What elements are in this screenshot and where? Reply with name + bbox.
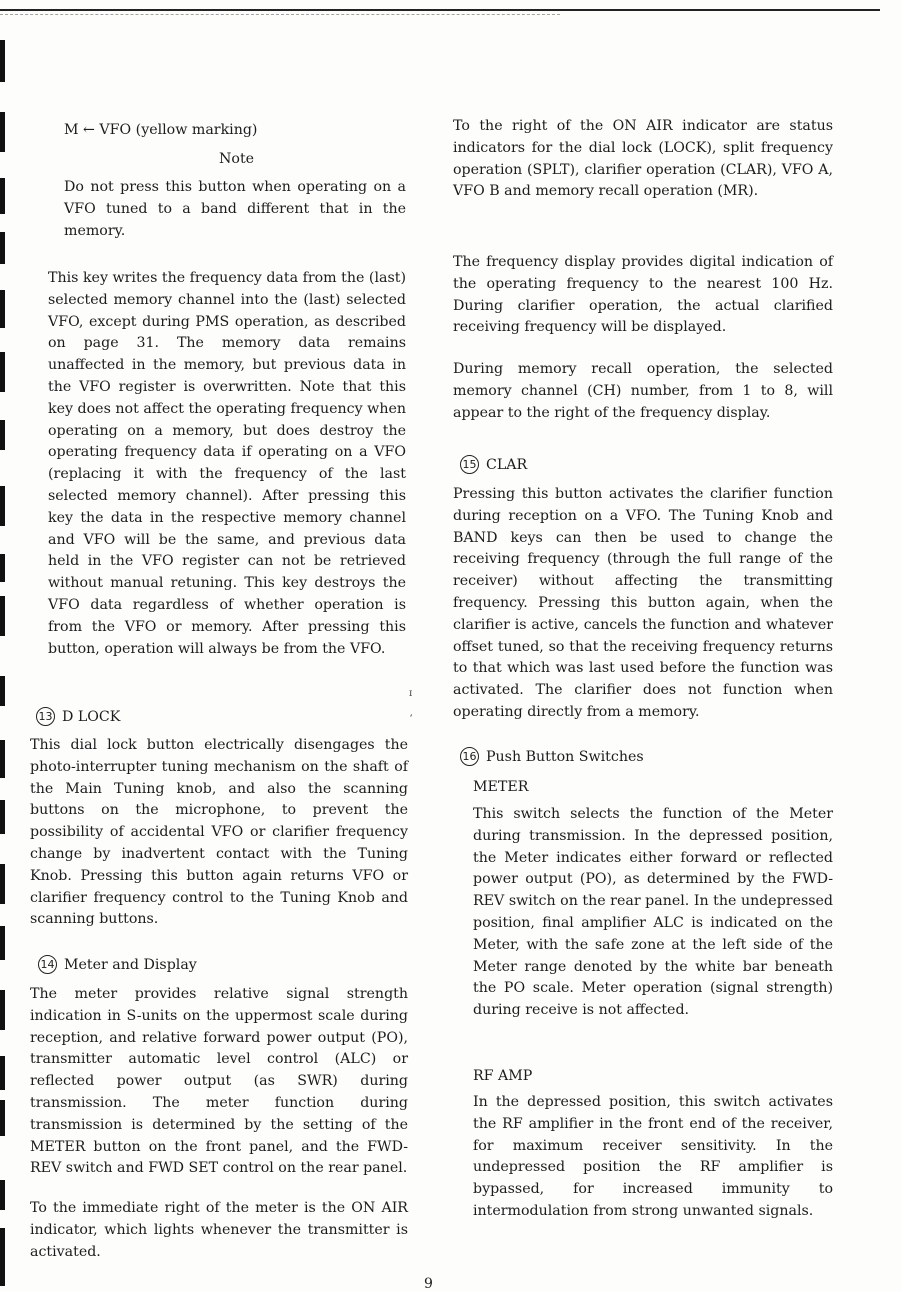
binding-mark — [0, 554, 5, 582]
binding-mark — [0, 1180, 5, 1210]
rf-amp-paragraph: In the depressed position, this switch activates the RF amplifier in the front end of the receiver, for maximum receiver sensitivity. In the undepressed position the RF amplifier is bypassed, for increased immunity to intermodulation from strong unwanted signals. — [473, 1094, 833, 1219]
meter-heading — [38, 955, 197, 977]
binding-mark — [0, 676, 5, 706]
meter-switch-title: METER — [473, 779, 529, 795]
clar-title: CLAR — [486, 457, 528, 473]
binding-mark — [0, 232, 5, 264]
binding-mark — [0, 596, 5, 636]
page-number: 9 — [424, 1276, 433, 1292]
rf-amp-title: RF AMP — [473, 1068, 533, 1084]
mvfo-body — [48, 268, 406, 660]
clar-body — [453, 484, 833, 724]
binding-mark — [0, 40, 5, 82]
binding-mark — [0, 352, 5, 392]
note-paragraph: Do not press this button when operating on a VFO tuned to a band different that in the memory. — [64, 179, 406, 239]
binding-mark — [0, 926, 5, 960]
dlock-body — [30, 735, 408, 931]
item-number-13: 13 — [36, 707, 55, 726]
binding-mark — [0, 864, 5, 904]
item-number-15: 15 — [460, 455, 479, 474]
onair-paragraph: To the immediate right of the meter is the ON AIR indicator, which lights whenever the transmitter is activated. — [30, 1200, 408, 1260]
dlock-paragraph: This dial lock button electrically disengages the photo-interrupter tuning mechanism on the shaft of the Main Tuning knob, and also the scanning buttons on the microphone, to prevent the possibility of accidental VFO or clarifier frequency change by inadvertent contact with the Tuning Knob. Pressing this button again returns VFO or clarifier frequency control to the Tuning Knob and scanning buttons. — [30, 737, 408, 928]
binding-mark — [0, 112, 5, 152]
status-paragraph: To the right of the ON AIR indicator are status indicators for the dial lock (LOCK), split frequency operation (SPLT), clarifier operation (CLAR), VFO A, VFO B and memory recall operation (MR). — [453, 118, 833, 200]
clar-heading — [460, 455, 527, 477]
mvfo-heading: M ← VFO (yellow marking) — [64, 122, 258, 138]
binding-mark — [0, 800, 5, 834]
clar-paragraph: Pressing this button activates the clarifier function during reception on a VFO. The Tuning Knob and BAND keys can then be used to change the receiving frequency (through the full range of the receiver) without affecting the transmitting frequency. Pressing this button again, when the clarifier is active, cancels the function and whatever offset tuned, so that the receiving frequency returns to that which was last used before the function was activated. The clarifier does not function when operating directly from a memory. — [453, 486, 833, 720]
binding-mark — [0, 420, 5, 450]
note-title: Note — [219, 151, 255, 167]
mvfo-paragraph: This key writes the frequency data from the (last) selected memory channel into the (last) selected VFO, except during PMS operation, as described on page 31. The memory data remains unaffected in the memory, but previous data in the VFO register is overwritten. Note that this key does not affect the operating frequency when operating on a memory, but does destroy the operating frequency data if operating on a VFO (replacing it with the frequency of the last selected memory channel). After pressing this key the data in the respective memory channel and VFO will be the same, and previous data held in the VFO register can not be retrieved without manual retuning. This key destroys the VFO data regardless of whether operation is from the VFO or memory. After pressing this button, operation will always be from the VFO. — [48, 270, 406, 657]
memory-paragraph: During memory recall operation, the selected memory channel (CH) number, from 1 to 8, will appear to the right of the frequency display. — [453, 361, 833, 421]
binding-mark — [0, 486, 5, 526]
item-number-16: 16 — [460, 747, 479, 766]
item-number-14: 14 — [38, 955, 57, 974]
push-heading — [460, 747, 644, 769]
binding-mark — [0, 740, 5, 778]
binding-mark — [0, 1056, 5, 1090]
rf-amp-body — [473, 1092, 833, 1223]
scan-top-dashed-line — [0, 14, 560, 15]
note-text — [64, 177, 406, 242]
meter-title: Meter and Display — [64, 957, 197, 973]
meter-paragraph: The meter provides relative signal strength indication in S-units on the uppermost scale during reception, and relative forward power output (PO), transmitter automatic level control (ALC) or reflected power output (as SWR) during transmission. The meter function during transmission is determined by the setting of the METER button on the front panel, and the FWD-REV switch and FWD SET control on the rear panel. — [30, 986, 408, 1177]
memory-body — [453, 359, 833, 424]
binding-mark — [0, 1228, 5, 1286]
push-title: Push Button Switches — [486, 749, 644, 765]
meter-body — [30, 984, 408, 1180]
binding-mark — [0, 178, 5, 214]
status-body — [453, 116, 833, 203]
dlock-heading — [36, 707, 120, 729]
scan-speck: ɪ — [409, 688, 413, 699]
binding-mark — [0, 1100, 5, 1136]
dlock-title: D LOCK — [62, 709, 121, 725]
binding-mark — [0, 290, 5, 328]
onair-body — [30, 1198, 408, 1263]
meter-switch-body — [473, 804, 833, 1022]
binding-mark — [0, 990, 5, 1030]
meter-switch-paragraph: This switch selects the function of the Meter during transmission. In the depressed position, the Meter indicates either forward or reflected power output (PO), as determined by the FWD-REV switch on the rear panel. In the undepressed position, final amplifier ALC is indicated on the Meter, with the safe zone at the left side of the Meter range denoted by the white bar beneath the PO scale. Meter operation (signal strength) during receive is not affected. — [473, 806, 833, 1019]
freq-body — [453, 252, 833, 339]
scan-speck: ⸴ — [410, 709, 413, 720]
freq-paragraph: The frequency display provides digital indication of the operating frequency to the nearest 100 Hz. During clarifier operation, the actual clarified receiving frequency will be displayed. — [453, 254, 833, 336]
scan-top-line — [0, 9, 880, 11]
